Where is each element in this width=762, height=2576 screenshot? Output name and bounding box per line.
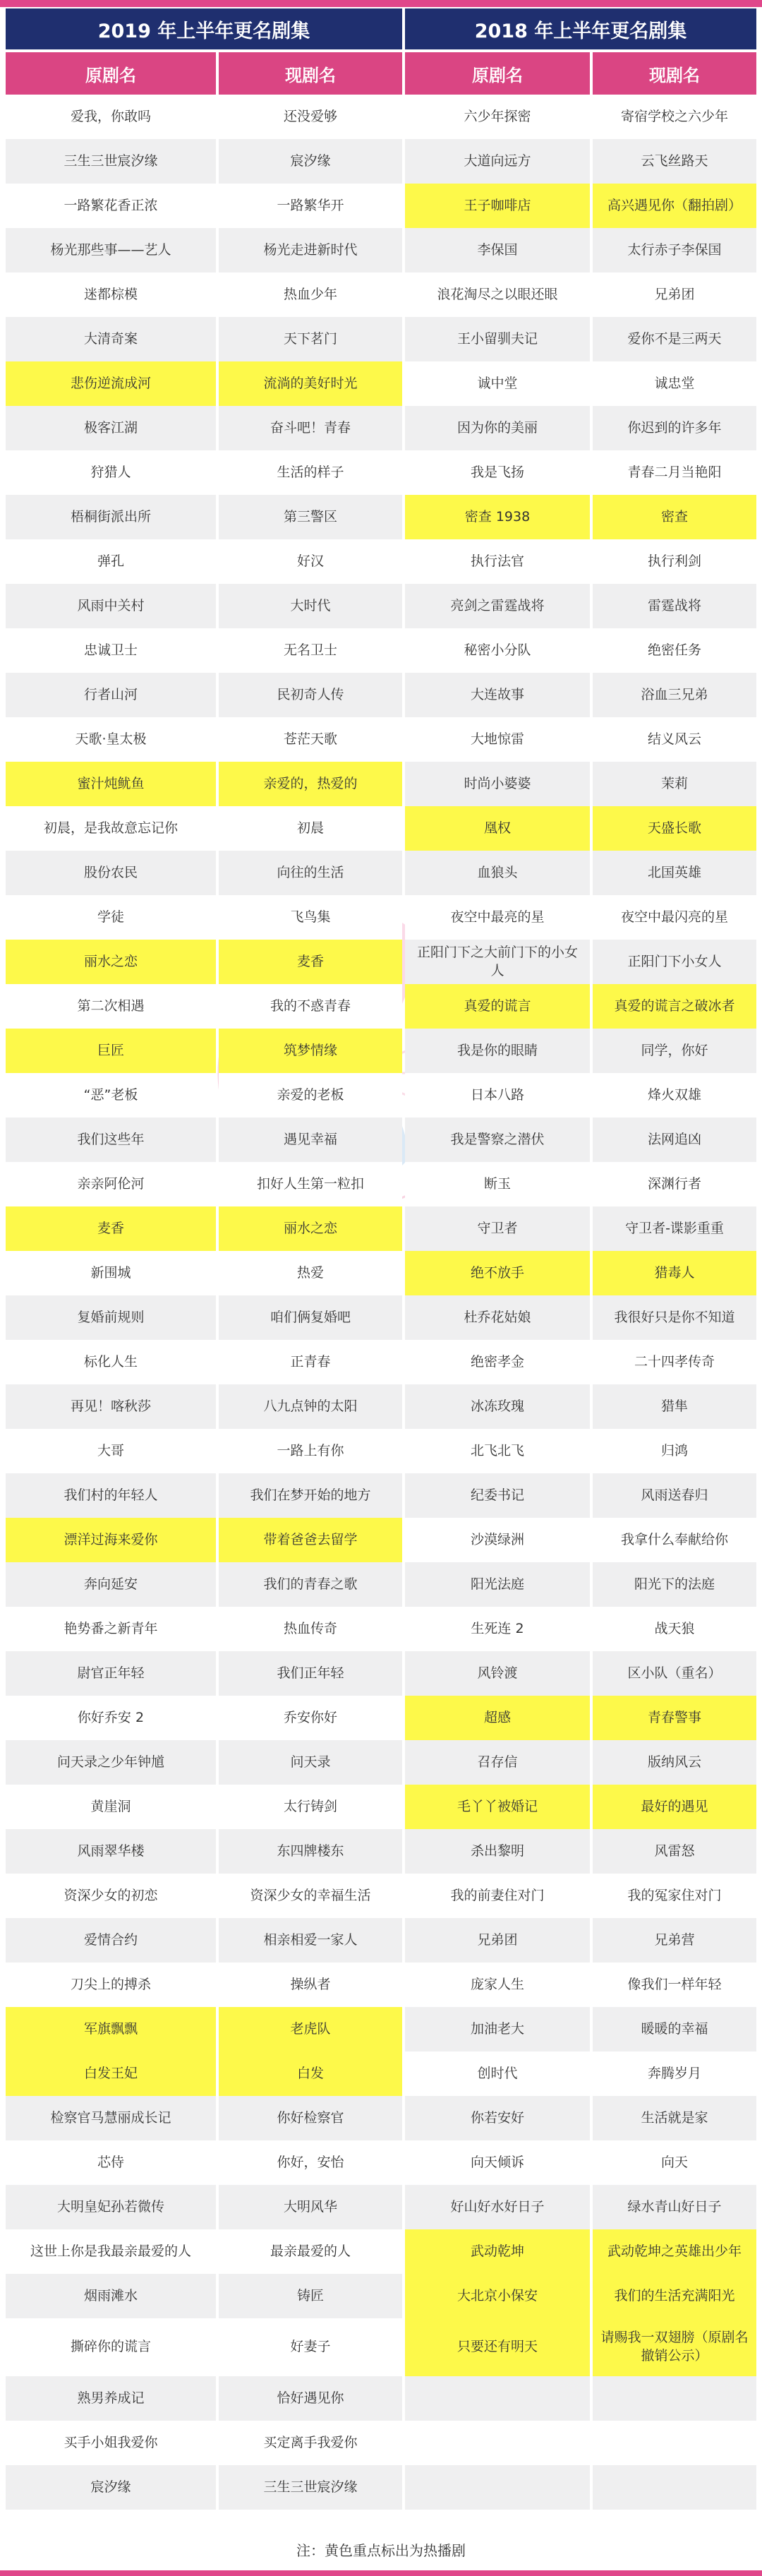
cell-orig-2018: 庞家人生 <box>405 1963 590 2007</box>
cell-new-2019: 麦香 <box>219 940 402 984</box>
table-row <box>6 2051 756 2096</box>
header-orig-2019: 原剧名 <box>6 52 216 95</box>
cell-new-2019: 恰好遇见你 <box>219 2376 402 2421</box>
cell-orig-2019: 杨光那些事——艺人 <box>6 228 216 272</box>
cell-new-2018: 同学，你好 <box>593 1029 756 1073</box>
cell-new-2018: 青春警事 <box>593 1696 756 1740</box>
cell-orig-2018: 我是警察之潜伏 <box>405 1118 590 1162</box>
cell-orig-2019: 熟男养成记 <box>6 2376 216 2421</box>
cell-orig-2019: 再见！喀秋莎 <box>6 1384 216 1429</box>
cell-orig-2019: 新围城 <box>6 1251 216 1295</box>
cell-new-2018: 寄宿学校之六少年 <box>593 95 756 139</box>
cell-orig-2018: 北飞北飞 <box>405 1429 590 1473</box>
table-row <box>6 2229 756 2274</box>
cell-orig-2019: 一路繁花香正浓 <box>6 184 216 228</box>
table-row <box>6 2185 756 2229</box>
table-row <box>6 762 756 806</box>
cell-orig-2019: 股份农民 <box>6 851 216 895</box>
cell-orig-2019: 烟雨滩水 <box>6 2274 216 2318</box>
cell-orig-2018: 武动乾坤 <box>405 2229 590 2274</box>
cell-orig-2018: 王子咖啡店 <box>405 184 590 228</box>
cell-orig-2018: 我是飞扬 <box>405 450 590 495</box>
cell-orig-2018: 六少年探密 <box>405 95 590 139</box>
cell-orig-2019: 撕碎你的谎言 <box>6 2318 216 2376</box>
table-row <box>6 851 756 895</box>
cell-orig-2019: 悲伤逆流成河 <box>6 361 216 406</box>
cell-orig-2018: 杀出黎明 <box>405 1829 590 1874</box>
cell-orig-2019: 行者山河 <box>6 673 216 717</box>
cell-new-2018: 兄弟营 <box>593 1918 756 1963</box>
cell-orig-2019: 问天录之少年钟馗 <box>6 1740 216 1785</box>
cell-orig-2019: 白发王妃 <box>6 2051 216 2096</box>
cell-new-2019: 东四牌楼东 <box>219 1829 402 1874</box>
cell-new-2018: 战天狼 <box>593 1607 756 1651</box>
table-row <box>6 2007 756 2051</box>
cell-orig-2018: 冰冻玫瑰 <box>405 1384 590 1429</box>
cell-new-2019: 飞鸟集 <box>219 895 402 940</box>
cell-new-2018: 夜空中最闪亮的星 <box>593 895 756 940</box>
table-row <box>6 317 756 361</box>
cell-new-2018: 茉莉 <box>593 762 756 806</box>
cell-new-2018: 风雨送春归 <box>593 1473 756 1518</box>
cell-new-2018: 我的冤家住对门 <box>593 1874 756 1918</box>
cell-new-2019: 亲爱的老板 <box>219 1073 402 1118</box>
table-row <box>6 228 756 272</box>
table-row <box>6 1918 756 1963</box>
cell-new-2018 <box>593 2421 756 2465</box>
cell-orig-2019: 蜜汁炖鱿鱼 <box>6 762 216 806</box>
cell-new-2018: 云飞丝路天 <box>593 139 756 184</box>
cell-orig-2018: 李保国 <box>405 228 590 272</box>
table-row <box>6 1874 756 1918</box>
cell-orig-2018: 因为你的美丽 <box>405 406 590 450</box>
cell-new-2019: 我们的青春之歌 <box>219 1562 402 1607</box>
cell-new-2018: 你迟到的许多年 <box>593 406 756 450</box>
cell-orig-2018: 守卫者 <box>405 1206 590 1251</box>
table-row <box>6 1829 756 1874</box>
cell-orig-2018: 大连故事 <box>405 673 590 717</box>
table-row <box>6 1651 756 1696</box>
cell-orig-2018: 纪委书记 <box>405 1473 590 1518</box>
cell-orig-2019: 爱我，你敢吗 <box>6 95 216 139</box>
cell-orig-2018 <box>405 2376 590 2421</box>
cell-orig-2019: 麦香 <box>6 1206 216 1251</box>
cell-new-2019: 八九点钟的太阳 <box>219 1384 402 1429</box>
cell-new-2018: 密查 <box>593 495 756 539</box>
table-title-row <box>6 8 756 49</box>
cell-orig-2019: 芯侍 <box>6 2140 216 2185</box>
table-row <box>6 2318 756 2376</box>
table-row <box>6 539 756 584</box>
cell-new-2019: 热血少年 <box>219 272 402 317</box>
cell-new-2018: 雷霆战将 <box>593 584 756 628</box>
cell-new-2019: 你好，安怡 <box>219 2140 402 2185</box>
cell-new-2018: 法网追凶 <box>593 1118 756 1162</box>
cell-new-2018: 守卫者-谍影重重 <box>593 1206 756 1251</box>
cell-new-2018 <box>593 2465 756 2510</box>
cell-orig-2018 <box>405 2421 590 2465</box>
table-row <box>6 895 756 940</box>
cell-new-2019: 第三警区 <box>219 495 402 539</box>
cell-new-2019: 你好检察官 <box>219 2096 402 2140</box>
table-row <box>6 1340 756 1384</box>
cell-orig-2018: 加油老大 <box>405 2007 590 2051</box>
cell-orig-2018: 诚中堂 <box>405 361 590 406</box>
table-row <box>6 984 756 1029</box>
cell-new-2019: 还没爱够 <box>219 95 402 139</box>
table-row <box>6 673 756 717</box>
cell-new-2018: 归鸿 <box>593 1429 756 1473</box>
cell-orig-2018: 时尚小婆婆 <box>405 762 590 806</box>
cell-new-2019: 带着爸爸去留学 <box>219 1518 402 1562</box>
cell-orig-2019: 资深少女的初恋 <box>6 1874 216 1918</box>
table-row <box>6 806 756 851</box>
cell-orig-2018: 向天倾诉 <box>405 2140 590 2185</box>
cell-new-2018: 版纳风云 <box>593 1740 756 1785</box>
cell-new-2019: 好汉 <box>219 539 402 584</box>
cell-new-2019: 宸汐缘 <box>219 139 402 184</box>
table-row <box>6 1251 756 1295</box>
cell-new-2018: 浴血三兄弟 <box>593 673 756 717</box>
table-row <box>6 139 756 184</box>
cell-orig-2018: 凰权 <box>405 806 590 851</box>
cell-new-2019: 亲爱的，热爱的 <box>219 762 402 806</box>
table-row <box>6 1963 756 2007</box>
cell-orig-2018: 日本八路 <box>405 1073 590 1118</box>
table-row <box>6 2376 756 2421</box>
cell-orig-2019: 大清奇案 <box>6 317 216 361</box>
footnote: 注：黄色重点标出为热播剧 <box>6 2529 756 2569</box>
cell-orig-2019: 爱情合约 <box>6 1918 216 1963</box>
header-new-2019: 现剧名 <box>219 52 402 95</box>
cell-orig-2018 <box>405 2465 590 2510</box>
cell-orig-2019: 漂洋过海来爱你 <box>6 1518 216 1562</box>
cell-new-2018: 最好的遇见 <box>593 1785 756 1829</box>
cell-new-2019: 大明风华 <box>219 2185 402 2229</box>
cell-new-2018: 正阳门下小女人 <box>593 940 756 984</box>
table-body <box>6 95 756 2510</box>
table-row <box>6 1518 756 1562</box>
cell-orig-2018: 超感 <box>405 1696 590 1740</box>
cell-new-2018: 太行赤子李保国 <box>593 228 756 272</box>
cell-orig-2019: 学徒 <box>6 895 216 940</box>
cell-new-2018: 烽火双雄 <box>593 1073 756 1118</box>
cell-new-2019: 乔安你好 <box>219 1696 402 1740</box>
cell-orig-2018: 只要还有明天 <box>405 2318 590 2376</box>
cell-orig-2019: 亲亲阿伦河 <box>6 1162 216 1206</box>
cell-new-2019: 生活的样子 <box>219 450 402 495</box>
table-row <box>6 1295 756 1340</box>
cell-orig-2018: 我是你的眼睛 <box>405 1029 590 1073</box>
cell-new-2019: 相亲相爱一家人 <box>219 1918 402 1963</box>
cell-new-2018: 绿水青山好日子 <box>593 2185 756 2229</box>
cell-orig-2018: 亮剑之雷霆战将 <box>405 584 590 628</box>
bottom-accent-bar <box>0 2570 762 2576</box>
cell-orig-2018: 浪花淘尽之以眼还眼 <box>405 272 590 317</box>
table-row <box>6 584 756 628</box>
cell-new-2018: 区小队（重名） <box>593 1651 756 1696</box>
cell-orig-2019: 极客江湖 <box>6 406 216 450</box>
cell-new-2019: 丽水之恋 <box>219 1206 402 1251</box>
table-row <box>6 450 756 495</box>
table-row <box>6 1162 756 1206</box>
table-row <box>6 1740 756 1785</box>
cell-new-2018: 绝密任务 <box>593 628 756 673</box>
cell-new-2018: 请赐我一双翅膀（原剧名撤销公示） <box>593 2318 756 2376</box>
cell-orig-2018: 绝密孝金 <box>405 1340 590 1384</box>
cell-new-2019: 太行铸剑 <box>219 1785 402 1829</box>
cell-orig-2018: 杜乔花姑娘 <box>405 1295 590 1340</box>
cell-new-2018: 爱你不是三两天 <box>593 317 756 361</box>
cell-orig-2018: 执行法官 <box>405 539 590 584</box>
cell-new-2018: 生活就是家 <box>593 2096 756 2140</box>
cell-new-2019: 一路繁华开 <box>219 184 402 228</box>
title-2019: 2019 年上半年更名剧集 <box>6 8 402 49</box>
cell-new-2019: 扣好人生第一粒扣 <box>219 1162 402 1206</box>
cell-orig-2018: 好山好水好日子 <box>405 2185 590 2229</box>
cell-new-2018: 风雷怒 <box>593 1829 756 1874</box>
cell-new-2018: 兄弟团 <box>593 272 756 317</box>
cell-orig-2019: 你好乔安 2 <box>6 1696 216 1740</box>
cell-new-2018: 我很好只是你不知道 <box>593 1295 756 1340</box>
cell-new-2019: 资深少女的幸福生活 <box>219 1874 402 1918</box>
top-accent-bar <box>0 0 762 7</box>
cell-orig-2019: 我们村的年轻人 <box>6 1473 216 1518</box>
cell-new-2018: 向天 <box>593 2140 756 2185</box>
cell-orig-2018: 创时代 <box>405 2051 590 2096</box>
header-new-2018: 现剧名 <box>593 52 756 95</box>
table-row <box>6 184 756 228</box>
cell-orig-2019: “恶”老板 <box>6 1073 216 1118</box>
table-row <box>6 1073 756 1118</box>
cell-new-2018: 像我们一样年轻 <box>593 1963 756 2007</box>
cell-new-2019: 三生三世宸汐缘 <box>219 2465 402 2510</box>
cell-orig-2019: 风雨中关村 <box>6 584 216 628</box>
cell-orig-2018: 风铃渡 <box>405 1651 590 1696</box>
table-row <box>6 495 756 539</box>
cell-new-2019: 我的不惑青春 <box>219 984 402 1029</box>
cell-orig-2019: 买手小姐我爱你 <box>6 2421 216 2465</box>
table-row <box>6 1029 756 1073</box>
cell-orig-2018: 绝不放手 <box>405 1251 590 1295</box>
cell-new-2018: 暖暖的幸福 <box>593 2007 756 2051</box>
table-row <box>6 940 756 984</box>
cell-new-2019: 操纵者 <box>219 1963 402 2007</box>
cell-new-2018: 诚忠堂 <box>593 361 756 406</box>
table-row <box>6 2096 756 2140</box>
cell-new-2018: 奔腾岁月 <box>593 2051 756 2096</box>
cell-orig-2019: 忠诚卫士 <box>6 628 216 673</box>
cell-new-2018: 结义风云 <box>593 717 756 762</box>
cell-orig-2018: 大北京小保安 <box>405 2274 590 2318</box>
cell-new-2019: 好妻子 <box>219 2318 402 2376</box>
cell-orig-2018: 王小留驯夫记 <box>405 317 590 361</box>
cell-new-2019: 热血传奇 <box>219 1607 402 1651</box>
cell-new-2019: 奋斗吧！青春 <box>219 406 402 450</box>
cell-orig-2019: 宸汐缘 <box>6 2465 216 2510</box>
cell-orig-2019: 大哥 <box>6 1429 216 1473</box>
cell-new-2018: 阳光下的法庭 <box>593 1562 756 1607</box>
table-row <box>6 1206 756 1251</box>
cell-new-2019: 我们正年轻 <box>219 1651 402 1696</box>
cell-new-2019: 无名卫士 <box>219 628 402 673</box>
cell-new-2019: 买定离手我爱你 <box>219 2421 402 2465</box>
cell-new-2019: 大时代 <box>219 584 402 628</box>
header-orig-2018: 原剧名 <box>405 52 590 95</box>
cell-orig-2018: 你若安好 <box>405 2096 590 2140</box>
table-row <box>6 2274 756 2318</box>
cell-new-2018: 真爱的谎言之破冰者 <box>593 984 756 1029</box>
cell-new-2019: 最亲最爱的人 <box>219 2229 402 2274</box>
cell-new-2018 <box>593 2376 756 2421</box>
cell-orig-2018: 我的前妻住对门 <box>405 1874 590 1918</box>
cell-orig-2019: 丽水之恋 <box>6 940 216 984</box>
table-row <box>6 1473 756 1518</box>
cell-new-2019: 杨光走进新时代 <box>219 228 402 272</box>
cell-new-2018: 执行利剑 <box>593 539 756 584</box>
title-2018: 2018 年上半年更名剧集 <box>405 8 756 49</box>
table-row <box>6 361 756 406</box>
cell-orig-2019: 大明皇妃孙若微传 <box>6 2185 216 2229</box>
cell-orig-2018: 秘密小分队 <box>405 628 590 673</box>
cell-orig-2019: 风雨翠华楼 <box>6 1829 216 1874</box>
cell-orig-2019: 军旗飘飘 <box>6 2007 216 2051</box>
cell-orig-2018: 血狼头 <box>405 851 590 895</box>
table-row <box>6 2465 756 2510</box>
cell-new-2019: 民初奇人传 <box>219 673 402 717</box>
cell-orig-2018: 密查 1938 <box>405 495 590 539</box>
cell-new-2019: 遇见幸福 <box>219 1118 402 1162</box>
cell-orig-2019: 我们这些年 <box>6 1118 216 1162</box>
table-row <box>6 1118 756 1162</box>
cell-new-2018: 北国英雄 <box>593 851 756 895</box>
cell-new-2019: 老虎队 <box>219 2007 402 2051</box>
cell-orig-2019: 复婚前规则 <box>6 1295 216 1340</box>
table-row <box>6 1607 756 1651</box>
cell-new-2019: 筑梦情缘 <box>219 1029 402 1073</box>
table-row <box>6 2421 756 2465</box>
table-row <box>6 717 756 762</box>
cell-orig-2018: 正阳门下之大前门下的小女人 <box>405 940 590 984</box>
table-row <box>6 1429 756 1473</box>
cell-new-2018: 猎隼 <box>593 1384 756 1429</box>
cell-new-2018: 我拿什么奉献给你 <box>593 1518 756 1562</box>
cell-orig-2018: 生死连 2 <box>405 1607 590 1651</box>
table-header-row <box>6 52 756 95</box>
cell-new-2019: 咱们俩复婚吧 <box>219 1295 402 1340</box>
cell-new-2019: 铸匠 <box>219 2274 402 2318</box>
cell-orig-2018: 沙漠绿洲 <box>405 1518 590 1562</box>
cell-orig-2019: 标化人生 <box>6 1340 216 1384</box>
cell-new-2018: 猎毒人 <box>593 1251 756 1295</box>
cell-orig-2019: 检察官马慧丽成长记 <box>6 2096 216 2140</box>
cell-new-2019: 正青春 <box>219 1340 402 1384</box>
cell-orig-2019: 弹孔 <box>6 539 216 584</box>
cell-new-2018: 深渊行者 <box>593 1162 756 1206</box>
cell-new-2019: 初晨 <box>219 806 402 851</box>
table-row <box>6 628 756 673</box>
cell-orig-2019: 黄崖洞 <box>6 1785 216 1829</box>
cell-orig-2019: 天歌·皇太极 <box>6 717 216 762</box>
table-row <box>6 2140 756 2185</box>
cell-new-2019: 向往的生活 <box>219 851 402 895</box>
table-row <box>6 95 756 139</box>
cell-orig-2018: 阳光法庭 <box>405 1562 590 1607</box>
cell-new-2019: 流淌的美好时光 <box>219 361 402 406</box>
cell-orig-2019: 迷都棕模 <box>6 272 216 317</box>
cell-new-2019: 天下茗门 <box>219 317 402 361</box>
cell-orig-2018: 召存信 <box>405 1740 590 1785</box>
cell-orig-2018: 兄弟团 <box>405 1918 590 1963</box>
cell-new-2018: 青春二月当艳阳 <box>593 450 756 495</box>
table-row <box>6 406 756 450</box>
table-row <box>6 272 756 317</box>
rename-table <box>6 8 756 2510</box>
cell-orig-2019: 巨匠 <box>6 1029 216 1073</box>
cell-new-2018: 天盛长歌 <box>593 806 756 851</box>
cell-orig-2019: 初晨，是我故意忘记你 <box>6 806 216 851</box>
cell-orig-2018: 断玉 <box>405 1162 590 1206</box>
cell-orig-2018: 真爱的谎言 <box>405 984 590 1029</box>
table-row <box>6 1785 756 1829</box>
cell-new-2019: 我们在梦开始的地方 <box>219 1473 402 1518</box>
cell-new-2018: 高兴遇见你（翻拍剧） <box>593 184 756 228</box>
cell-new-2019: 一路上有你 <box>219 1429 402 1473</box>
cell-orig-2018: 大道向远方 <box>405 139 590 184</box>
cell-new-2019: 热爱 <box>219 1251 402 1295</box>
cell-orig-2019: 三生三世宸汐缘 <box>6 139 216 184</box>
cell-new-2018: 武动乾坤之英雄出少年 <box>593 2229 756 2274</box>
cell-new-2019: 问天录 <box>219 1740 402 1785</box>
cell-orig-2018: 夜空中最亮的星 <box>405 895 590 940</box>
table-row <box>6 1384 756 1429</box>
cell-orig-2019: 刀尖上的搏杀 <box>6 1963 216 2007</box>
table-row <box>6 1696 756 1740</box>
cell-orig-2019: 梧桐街派出所 <box>6 495 216 539</box>
cell-orig-2019: 狩猎人 <box>6 450 216 495</box>
cell-orig-2019: 第二次相遇 <box>6 984 216 1029</box>
cell-orig-2019: 尉官正年轻 <box>6 1651 216 1696</box>
cell-orig-2019: 这世上你是我最亲最爱的人 <box>6 2229 216 2274</box>
cell-new-2019: 白发 <box>219 2051 402 2096</box>
cell-orig-2019: 奔向延安 <box>6 1562 216 1607</box>
cell-orig-2019: 艳势番之新青年 <box>6 1607 216 1651</box>
cell-orig-2018: 大地惊雷 <box>405 717 590 762</box>
cell-new-2018: 二十四孝传奇 <box>593 1340 756 1384</box>
cell-new-2019: 苍茫天歌 <box>219 717 402 762</box>
cell-orig-2018: 毛丫丫被婚记 <box>405 1785 590 1829</box>
cell-new-2018: 我们的生活充满阳光 <box>593 2274 756 2318</box>
table-row <box>6 1562 756 1607</box>
